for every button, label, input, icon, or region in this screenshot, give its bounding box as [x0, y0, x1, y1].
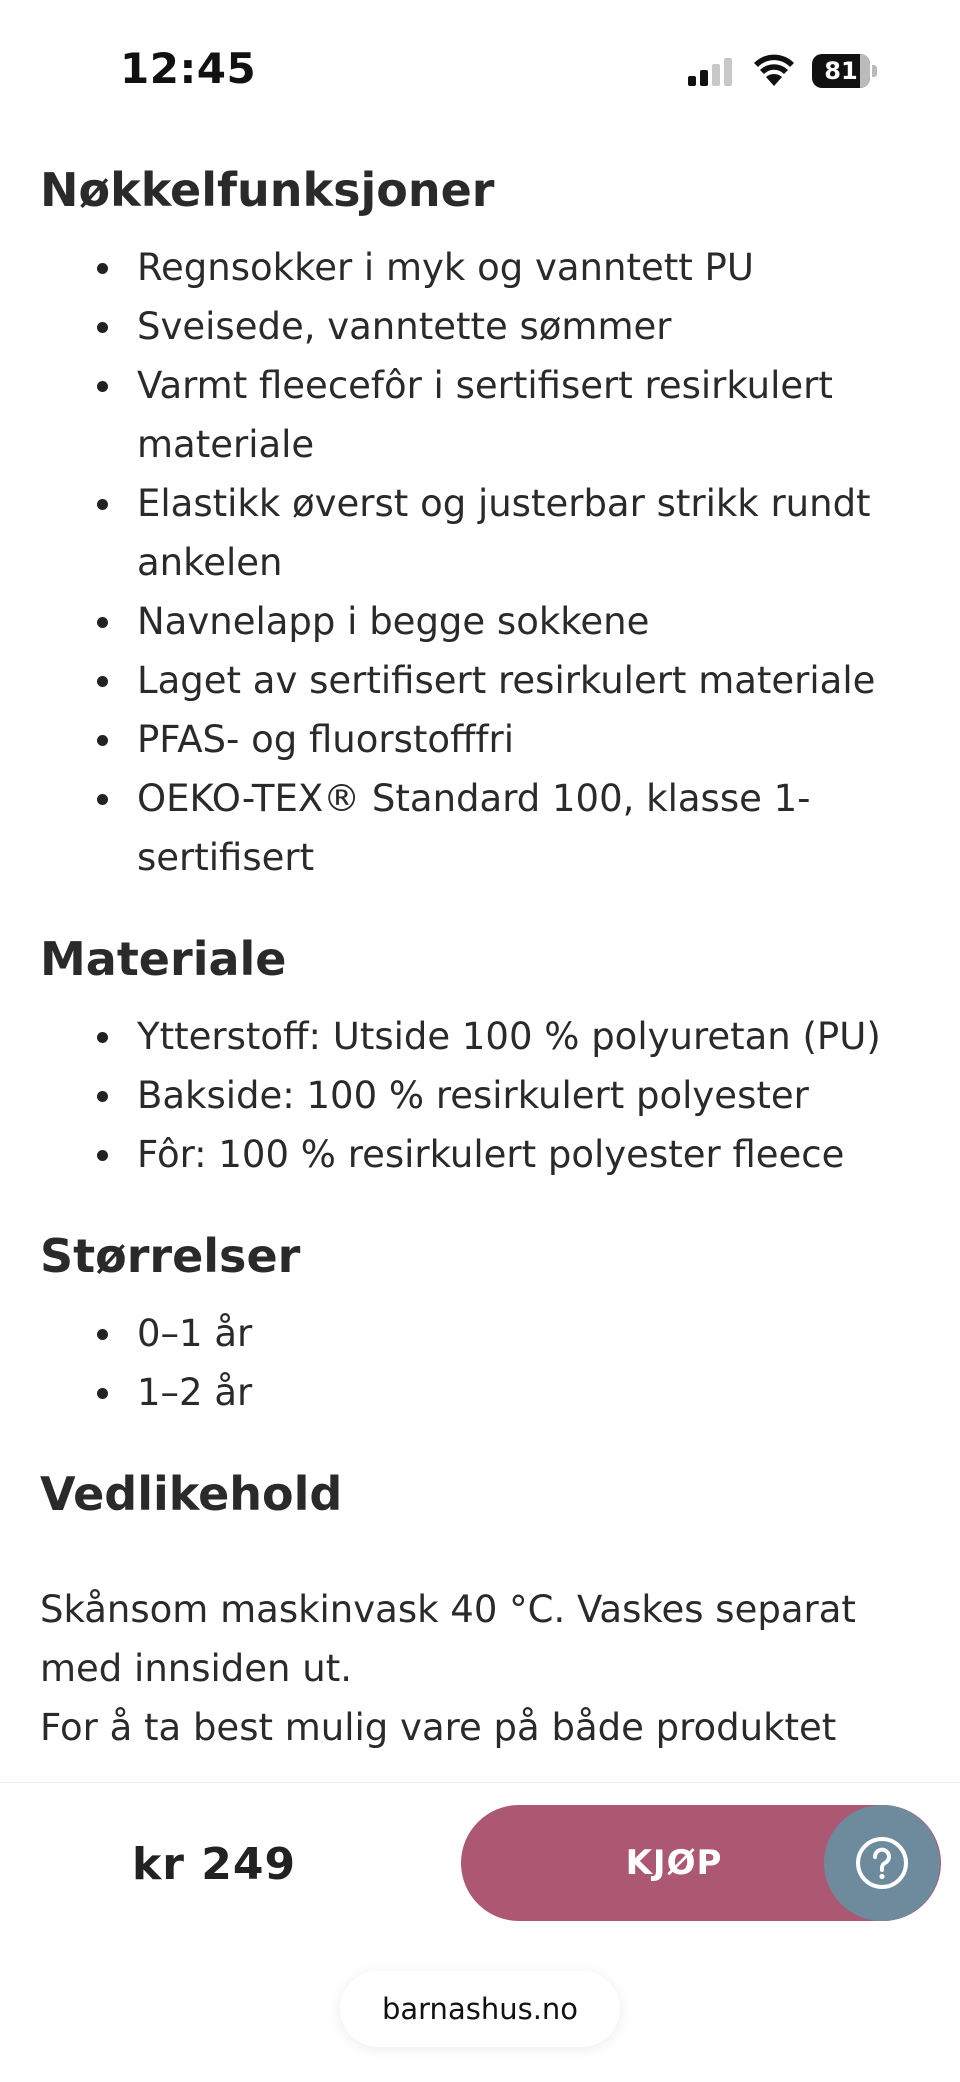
- care-text: [40, 1580, 920, 1757]
- sizes-heading: Størrelser: [40, 1229, 301, 1283]
- list-item: 0–1 år: [137, 1304, 920, 1363]
- care-text-main: Skånsom maskinvask 40 °C. Vaskes separat med innsiden ut.: [40, 1588, 856, 1690]
- list-item: Bakside: 100 % resirkulert polyester: [137, 1066, 920, 1125]
- features-section: [0, 140, 960, 887]
- list-item: Fôr: 100 % resirkulert polyester fleece: [137, 1125, 920, 1184]
- list-item: Navnelapp i begge sokkene: [137, 592, 920, 651]
- care-heading: Vedlikehold: [40, 1467, 343, 1521]
- url-bar[interactable]: barnashus.no: [340, 1971, 620, 2047]
- care-text-continued: For å ta best mulig vare på både produktet: [40, 1706, 837, 1749]
- cellular-signal-icon: [688, 56, 738, 88]
- list-item: PFAS- og fluorstofffri: [137, 710, 920, 769]
- battery-level: 81: [824, 57, 858, 85]
- wifi-icon: [752, 52, 796, 88]
- care-section: [0, 1466, 960, 1757]
- purchase-bar: [0, 1782, 960, 2082]
- question-mark-icon: [854, 1835, 910, 1891]
- list-item: OEKO-TEX® Standard 100, klasse 1-sertifisert: [137, 769, 920, 887]
- material-list: [40, 1007, 920, 1184]
- list-item: 1–2 år: [137, 1363, 920, 1422]
- buy-button[interactable]: KJØP: [461, 1805, 941, 1921]
- sizes-list: [40, 1304, 920, 1422]
- material-heading: Materiale: [40, 932, 287, 986]
- list-item: Elastikk øverst og justerbar strikk rundt ankelen: [137, 474, 920, 592]
- list-item: Regnsokker i myk og vanntett PU: [137, 238, 920, 297]
- list-item: Varmt fleecefôr i sertifisert resirkulert materiale: [137, 356, 920, 474]
- sizes-section: [0, 1228, 960, 1422]
- product-details: [0, 140, 960, 1780]
- list-item: Laget av sertifisert resirkulert materiale: [137, 651, 920, 710]
- battery-icon: [812, 54, 878, 88]
- price: kr 249: [132, 1839, 297, 1890]
- list-item: Ytterstoff: Utside 100 % polyuretan (PU): [137, 1007, 920, 1066]
- status-time: 12:45: [120, 44, 257, 93]
- status-bar: [0, 0, 960, 140]
- features-list: [40, 238, 920, 887]
- list-item: Sveisede, vanntette sømmer: [137, 297, 920, 356]
- help-button[interactable]: [824, 1805, 940, 1921]
- features-heading: Nøkkelfunksjoner: [40, 163, 495, 217]
- material-section: [0, 931, 960, 1184]
